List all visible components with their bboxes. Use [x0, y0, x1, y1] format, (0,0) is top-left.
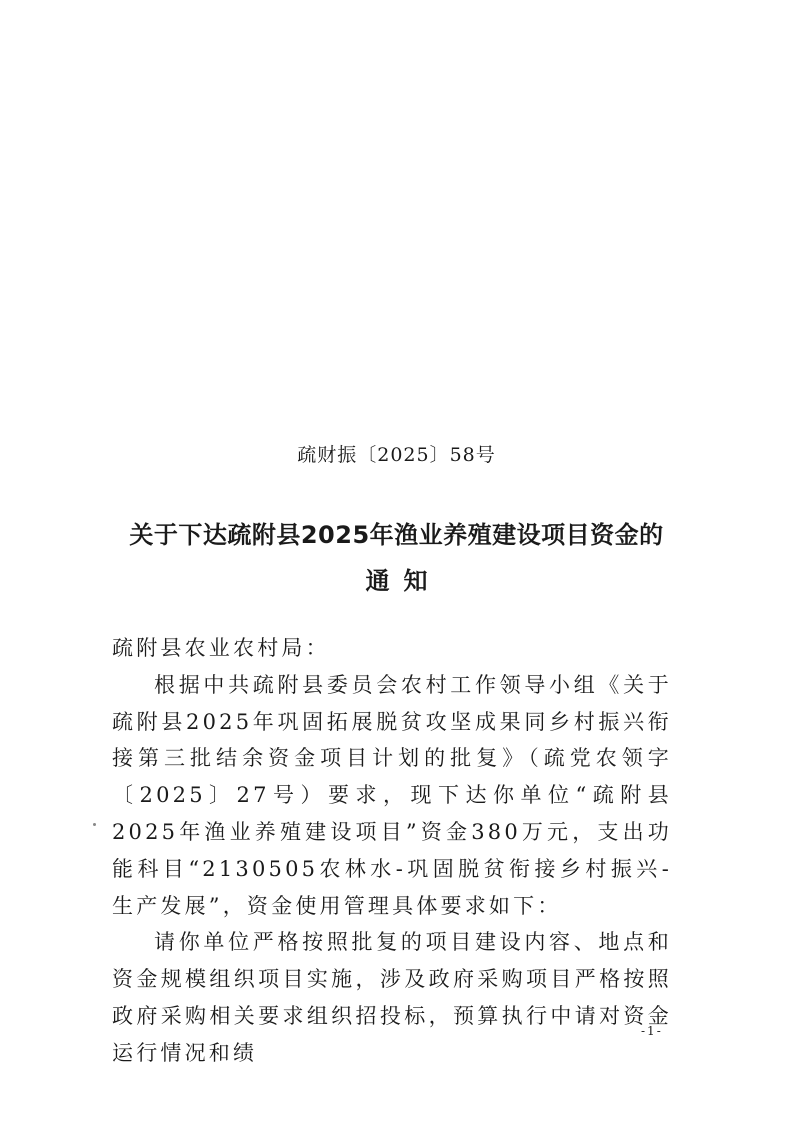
- body-paragraph-1: 根据中共疏附县委员会农村工作领导小组《关于疏附县2025年巩固拓展脱贫攻坚成果同乡村振兴衔接第三批结余资金项目计划的批复》（疏党农领字〔2025〕27号）要求，现下达你单位“疏附县2025年渔业养殖建设项目”资金380万元，支出功能科目“2130505农林水-巩固脱贫衔接乡村振兴-生产发展”，资金使用管理具体要求如下：: [112, 672, 672, 918]
- body-paragraph-2: 请你单位严格按照批复的项目建设内容、地点和资金规模组织项目实施，涉及政府采购项目严格按照政府采购相关要求组织招投标，预算执行中请对资金运行情况和绩: [112, 930, 672, 1065]
- document-body: [112, 630, 672, 1072]
- title-line-2: 通知: [365, 567, 442, 595]
- document-number: 疏财振〔2025〕58号: [297, 444, 496, 466]
- title-line-1: 关于下达疏附县2025年渔业养殖建设项目资金的: [129, 521, 664, 549]
- salutation: 疏附县农业农村局：: [112, 636, 330, 660]
- margin-mark: [93, 823, 96, 826]
- page-number: -1-: [641, 1024, 663, 1038]
- document-title: [100, 512, 693, 604]
